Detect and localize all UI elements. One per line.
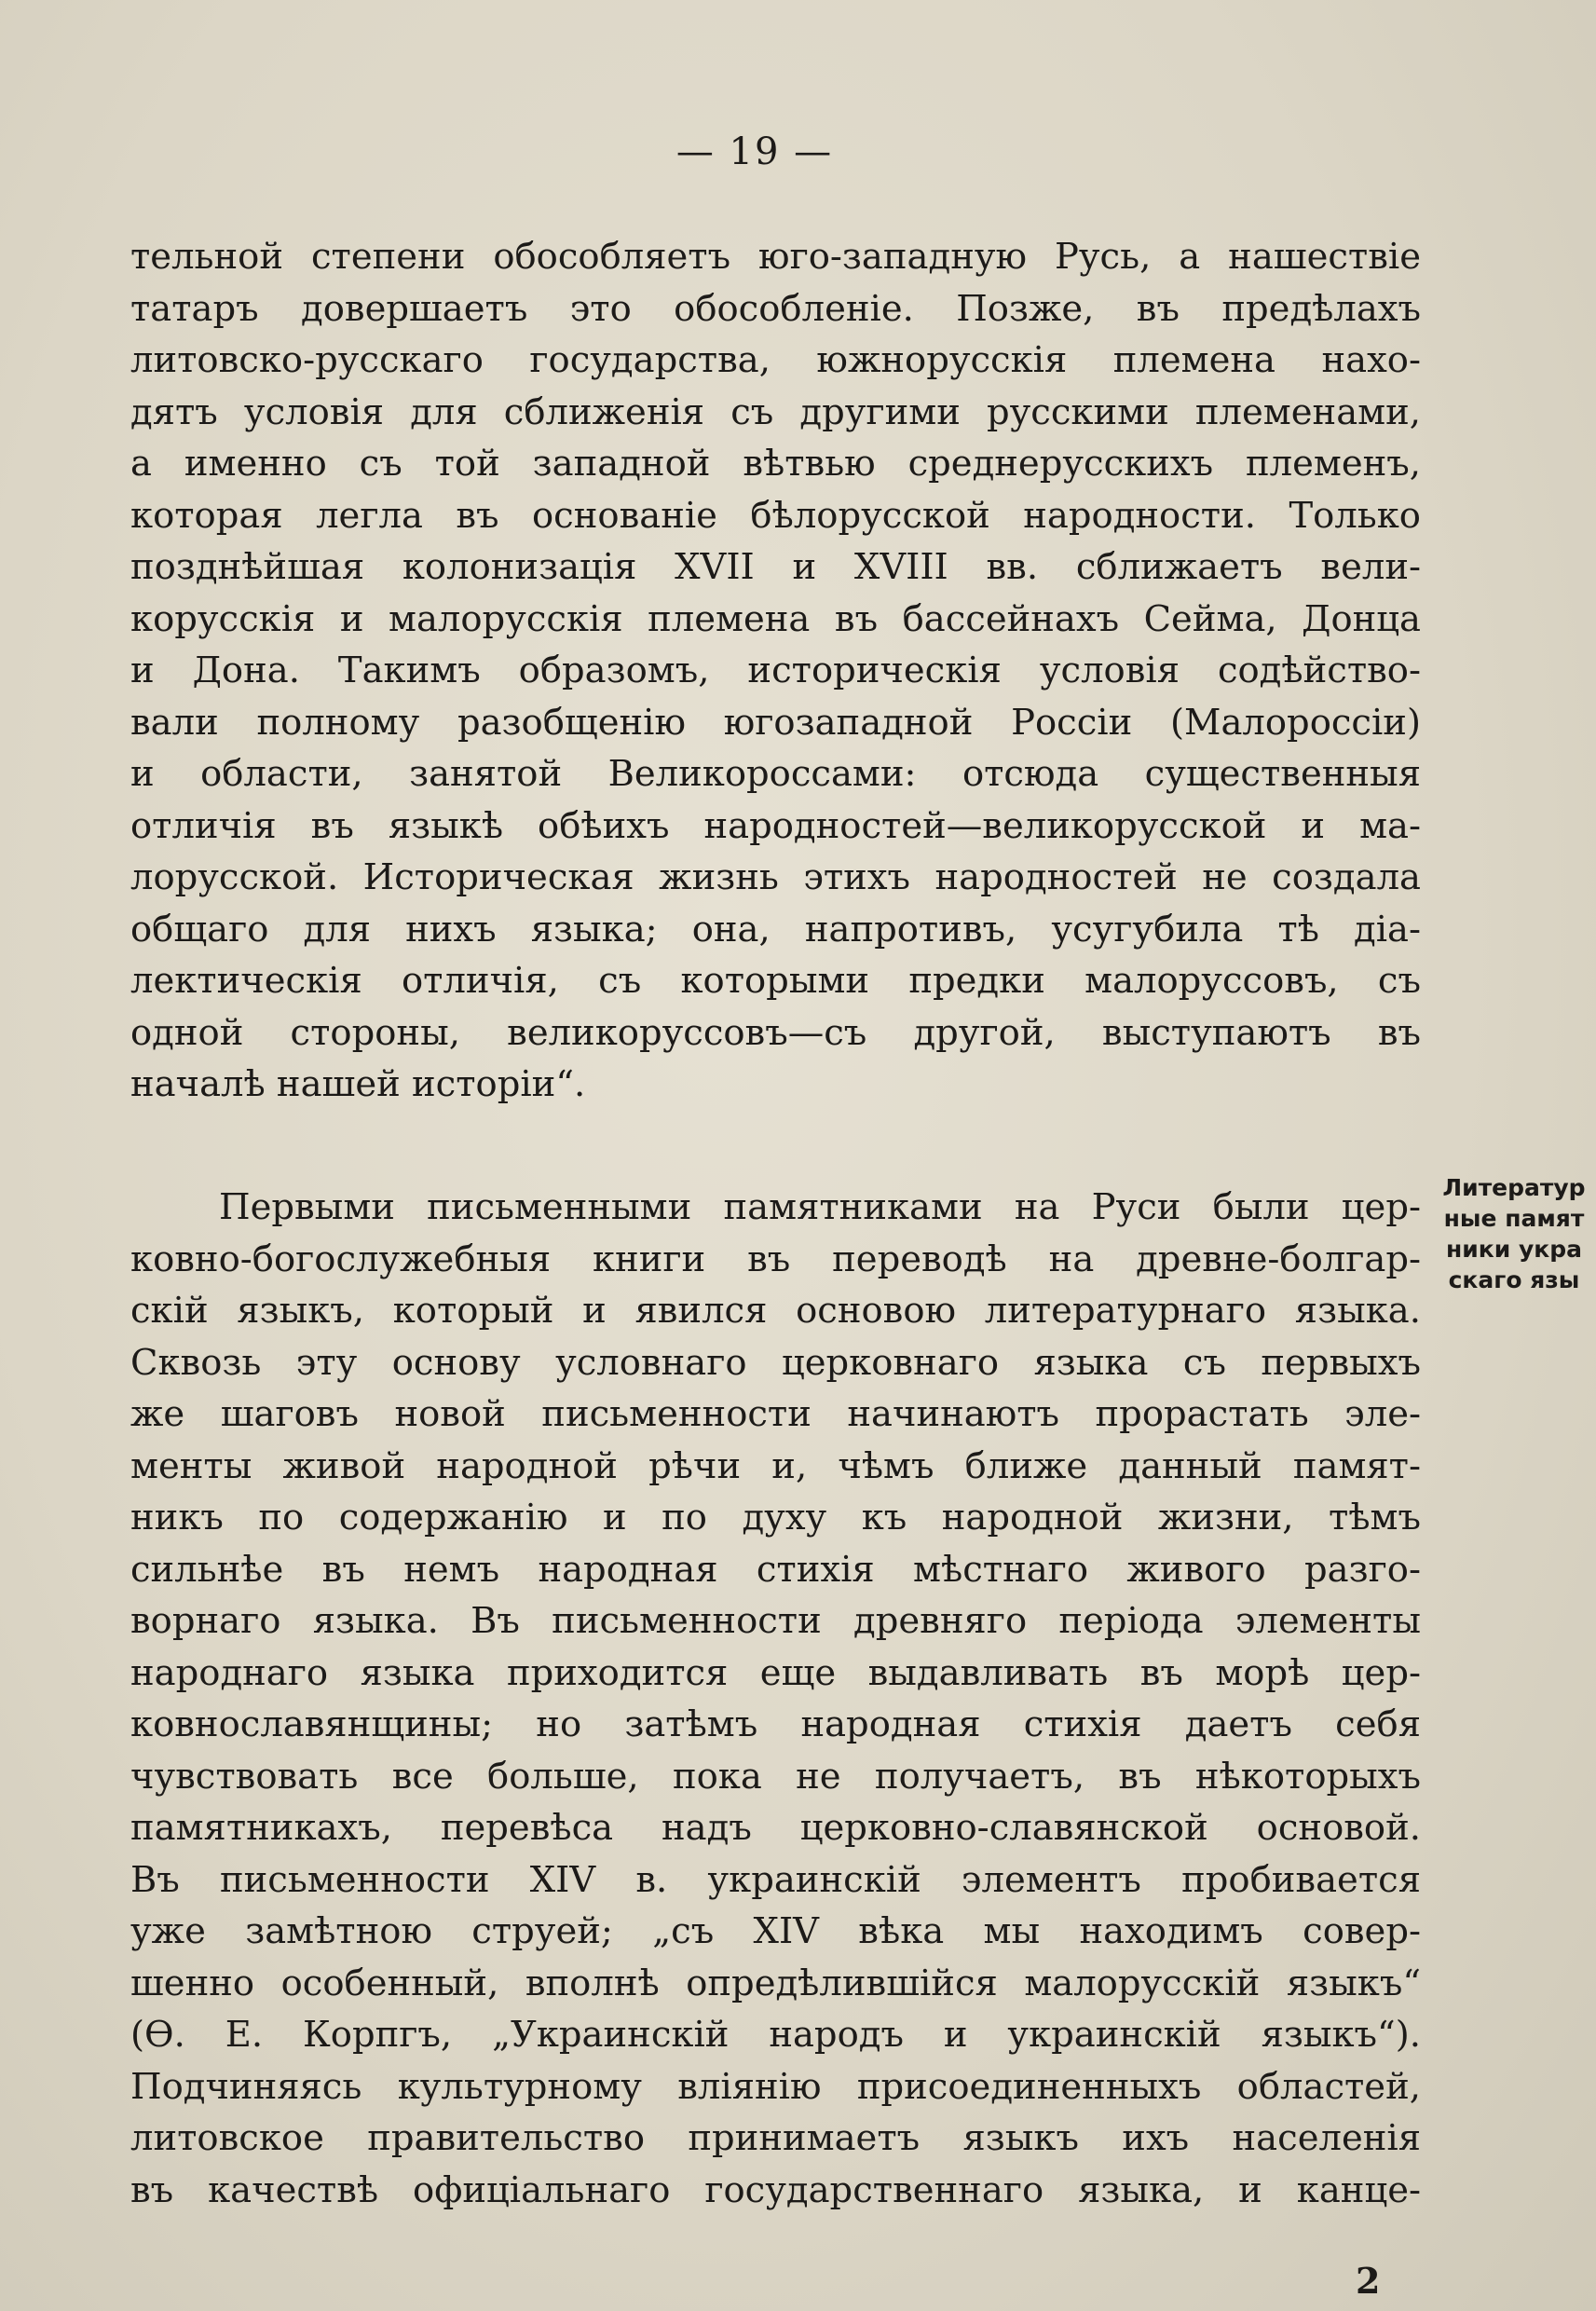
text-line: ворнаго языка. Въ письменности древняго періода элементы — [130, 1600, 1421, 1642]
page-number: — 19 — — [675, 130, 834, 173]
text-line: татаръ довершаетъ это обособленіе. Позже, въ предѣлахъ — [130, 287, 1421, 330]
margin-note-line: скаго язы — [1448, 1266, 1580, 1293]
text-line: тельной степени обособляетъ юго-западную Русь, а нашествіе — [130, 236, 1421, 278]
text-line: корусскія и малорусскія племена въ бассейнахъ Сейма, Донца — [130, 597, 1421, 640]
text-line: отличія въ языкѣ обѣихъ народностей—великорусской и ма- — [130, 804, 1421, 847]
text-line: же шаговъ новой письменности начинаютъ прорастать эле- — [130, 1393, 1421, 1435]
text-line: ковнославянщины; но затѣмъ народная стихія даетъ себя — [130, 1703, 1421, 1745]
paragraph-1 — [130, 231, 1421, 1111]
text-line: сильнѣе въ немъ народная стихія мѣстнаго живого разго- — [130, 1548, 1421, 1591]
text-line: никъ по содержанію и по духу къ народной жизни, тѣмъ — [130, 1497, 1421, 1538]
margin-note — [1430, 1172, 1596, 1295]
text-line: литовское правительство принимаетъ языкъ ихъ населенія — [130, 2117, 1421, 2159]
text-line: памятникахъ, перевѣса надъ церковно-славянской основой. — [130, 1807, 1421, 1849]
text-line: которая легла въ основаніе бѣлорусской народности. Только — [130, 494, 1421, 537]
margin-note-line: Литератур — [1442, 1174, 1586, 1201]
text-line: (Ѳ. Е. Корпгъ, „Украинскій народъ и украинскій языкъ“). — [130, 2014, 1421, 2056]
text-line: лорусской. Историческая жизнь этихъ народностей не создала — [130, 856, 1421, 898]
text-line: литовско-русскаго государства, южнорусскія племена нахо- — [130, 339, 1421, 381]
text-line: Въ письменности XIV в. украинскій элементъ пробивается — [130, 1858, 1421, 1901]
text-line: Подчиняясь культурному вліянію присоединенныхъ областей, — [130, 2065, 1421, 2108]
text-line: народнаго языка приходится еще выдавливать въ морѣ цер- — [130, 1651, 1421, 1694]
text-line: одной стороны, великоруссовъ—съ другой, выступаютъ въ — [130, 1011, 1421, 1054]
text-line: началѣ нашей исторіи“. — [130, 1063, 586, 1105]
text-line: ковно-богослужебныя книги въ переводѣ на древне-болгар- — [130, 1238, 1421, 1280]
text-line: въ качествѣ офиціальнаго государственнаго языка, и канце- — [130, 2168, 1421, 2211]
margin-note-line: ники укра — [1445, 1236, 1582, 1263]
text-line: и области, занятой Великороссами: отсюда существенныя — [130, 753, 1421, 795]
signature-mark: 2 — [1356, 2260, 1381, 2302]
text-line: общаго для нихъ языка; она, напротивъ, усугубила тѣ діа- — [130, 908, 1421, 950]
text-line: лектическія отличія, съ которыми предки малоруссовъ, съ — [130, 960, 1421, 1002]
text-line: вали полному разобщенію югозападной Россіи (Малороссіи) — [130, 701, 1421, 744]
text-line: уже замѣтною струей; „съ XIV вѣка мы находимъ совер- — [130, 1910, 1421, 1952]
paragraph-2 — [130, 1182, 1421, 2216]
text-line: шенно особенный, вполнѣ опредѣлившійся малорусскій языкъ“ — [130, 1962, 1421, 2004]
text-line: дятъ условія для сближенія съ другими русскими племенами, — [130, 390, 1421, 433]
text-line: а именно съ той западной вѣтвью среднерусскихъ племенъ, — [130, 443, 1421, 485]
text-line: менты живой народной рѣчи и, чѣмъ ближе данный памят- — [130, 1444, 1421, 1487]
text-line: чувствовать все больше, пока не получаетъ, въ нѣкоторыхъ — [130, 1755, 1421, 1798]
text-line: позднѣйшая колонизація XVII и XVIII вв. сближаетъ вели- — [130, 546, 1421, 588]
margin-note-line: ные памят — [1443, 1205, 1585, 1232]
text-line: Первыми письменными памятниками на Руси были цер- — [219, 1186, 1421, 1228]
text-line: и Дона. Такимъ образомъ, историческія условія содѣйство- — [130, 650, 1421, 691]
text-line: Сквозь эту основу условнаго церковнаго языка съ первыхъ — [130, 1341, 1421, 1384]
text-line: скій языкъ, который и явился основою литературнаго языка. — [130, 1290, 1421, 1332]
